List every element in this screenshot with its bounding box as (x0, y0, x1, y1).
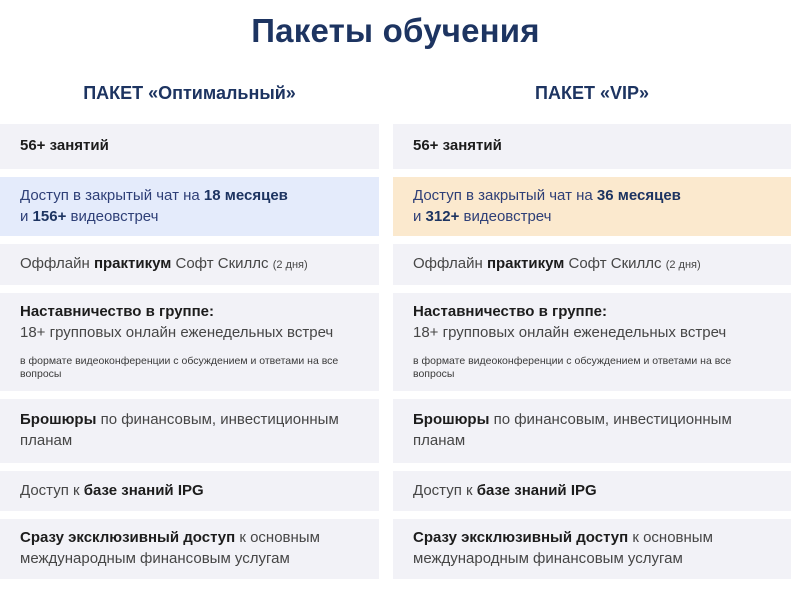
column-header-optimal: ПАКЕТ «Оптимальный» (83, 83, 296, 103)
cell-optimal-offline-workshop: Оффлайн практикум Софт Скиллс (2 дня) (0, 244, 379, 285)
cell-vip-knowledge-base: Доступ к базе знаний IPG (393, 471, 791, 511)
cell-vip-group-mentoring: Наставничество в группе: 18+ групповых онлайн еженедельных встреч в формате видеоконференции с обсуждением и ответами на все вопросы (393, 293, 791, 391)
page-title: Пакеты обучения (251, 12, 540, 49)
cell-vip-offline-workshop: Оффлайн практикум Софт Скиллс (2 дня) (393, 244, 791, 285)
column-header-vip: ПАКЕТ «VIP» (535, 83, 649, 103)
cell-optimal-group-mentoring: Наставничество в группе: 18+ групповых онлайн еженедельных встреч в формате видеоконференции с обсуждением и ответами на все вопросы (0, 293, 379, 391)
cell-vip-chat-access: Доступ в закрытый чат на 36 месяцев и 312+ видеовстреч (393, 177, 791, 236)
cell-vip-brochures: Брошюры по финансовым, инвестиционным планам (393, 399, 791, 463)
column-headers (0, 83, 791, 104)
cell-vip-sessions: 56+ занятий (393, 124, 791, 169)
cell-optimal-knowledge-base: Доступ к базе знаний IPG (0, 471, 379, 511)
cell-optimal-sessions: 56+ занятий (0, 124, 379, 169)
package-comparison-table (0, 124, 791, 579)
cell-optimal-chat-access: Доступ в закрытый чат на 18 месяцев и 156+ видеовстреч (0, 177, 379, 236)
cell-optimal-brochures: Брошюры по финансовым, инвестиционным планам (0, 399, 379, 463)
cell-vip-exclusive-access: Сразу эксклюзивный доступ к основным международным финансовым услугам (393, 519, 791, 579)
cell-optimal-exclusive-access: Сразу эксклюзивный доступ к основным международным финансовым услугам (0, 519, 379, 579)
